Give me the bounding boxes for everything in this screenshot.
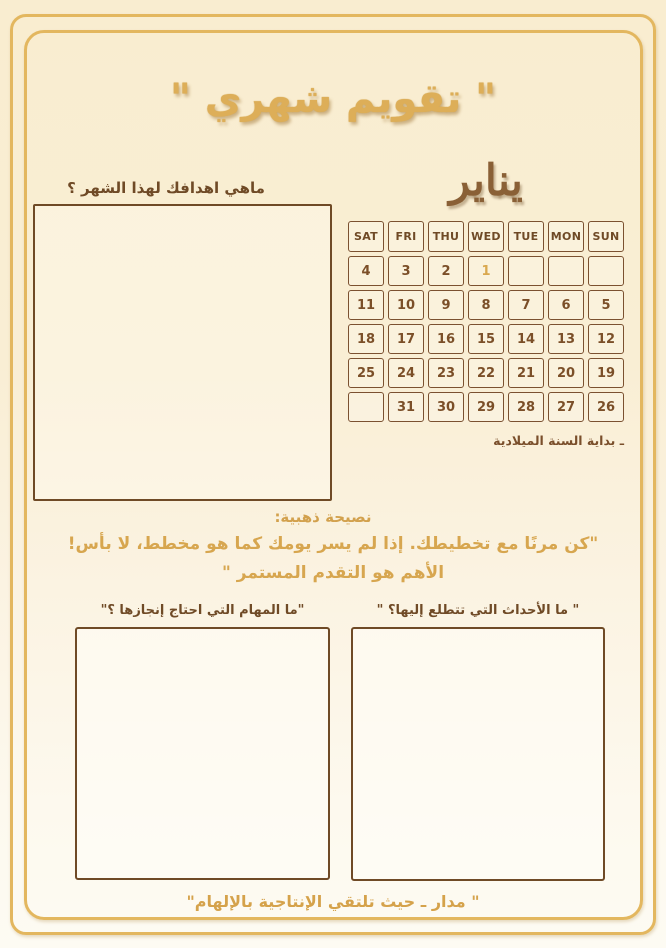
goals-question-label: ماهي اهدافك لهذا الشهر ؟ [67,179,265,197]
calendar-day-cell: 2 [428,256,464,286]
calendar-day-cell: 8 [468,290,504,320]
events-question-label: " ما الأحداث التي تتطلع إليها؟ " [376,603,580,618]
calendar-day-cell: 31 [388,392,424,422]
calendar-day-cell: 4 [348,256,384,286]
calendar-day-header: SUN [588,221,624,252]
calendar-day-cell: 17 [388,324,424,354]
calendar-day-header: TUE [508,221,544,252]
calendar-empty-cell [588,256,624,286]
advice-quote-line-1: "كن مرنًا مع تخطيطك. إذا لم يسر يومك كما هو مخطط، لا بأس! [67,534,599,554]
calendar-day-header: WED [468,221,504,252]
calendar-day-cell: 23 [428,358,464,388]
calendar-empty-cell [548,256,584,286]
calendar-empty-cell [348,392,384,422]
calendar-day-cell: 18 [348,324,384,354]
calendar-day-cell: 22 [468,358,504,388]
calendar-day-cell: 30 [428,392,464,422]
calendar-empty-cell [508,256,544,286]
calendar-day-cell: 11 [348,290,384,320]
calendar-grid [348,221,624,422]
calendar-day-cell: 24 [388,358,424,388]
calendar-day-header: MON [548,221,584,252]
calendar-day-cell: 14 [508,324,544,354]
calendar-day-cell: 16 [428,324,464,354]
calendar-day-cell: 10 [388,290,424,320]
calendar-day-cell: 19 [588,358,624,388]
footer-brand-text: " مدار ـ حيث تلتقي الإنتاجية بالإلهام" [186,892,480,911]
calendar-day-cell: 25 [348,358,384,388]
calendar-day-header: THU [428,221,464,252]
goals-writing-box [33,204,332,501]
calendar-day-cell: 12 [588,324,624,354]
advice-quote-line-2: الأهم هو التقدم المستمر " [221,563,445,583]
calendar-day-cell: 21 [508,358,544,388]
calendar-day-cell: 3 [388,256,424,286]
calendar-day-header: SAT [348,221,384,252]
calendar-day-cell: 28 [508,392,544,422]
calendar-day-cell: 6 [548,290,584,320]
calendar-day-cell: 15 [468,324,504,354]
calendar-day-cell: 20 [548,358,584,388]
calendar-day-header: FRI [388,221,424,252]
calendar-day-cell: 9 [428,290,464,320]
events-writing-box [351,627,605,881]
calendar-day-cell: 1 [468,256,504,286]
tasks-writing-box [75,627,330,880]
calendar-note: ـ بداية السنة الميلادية [493,433,624,448]
advice-heading: نصيحة ذهبية: [274,508,372,526]
calendar-day-cell: 13 [548,324,584,354]
calendar-day-cell: 26 [588,392,624,422]
calendar-day-cell: 27 [548,392,584,422]
month-title: يناير [449,156,523,206]
calendar-day-cell: 5 [588,290,624,320]
calendar-day-cell: 7 [508,290,544,320]
calendar-day-cell: 29 [468,392,504,422]
tasks-question-label: "ما المهام التي احتاج إنجازها ؟" [100,603,305,618]
page-title: " تقويم شهري " [169,76,496,122]
